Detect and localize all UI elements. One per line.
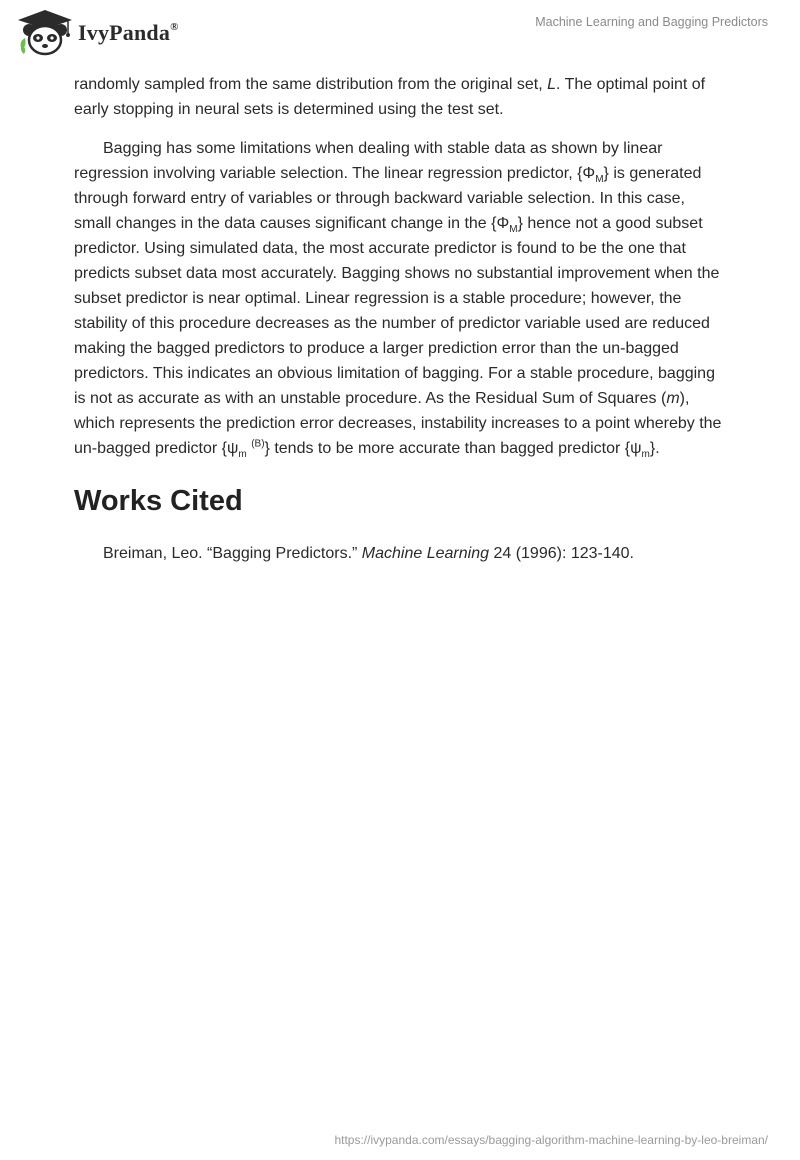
logo-wordmark: IvyPanda® [78,20,179,45]
ivypanda-logo[interactable] [16,8,216,56]
page-header [0,0,800,60]
citation-entry: Breiman, Leo. “Bagging Predictors.” Machine Learning 24 (1996): 123-140. [103,545,634,562]
essay-content [74,72,726,566]
source-url[interactable]: https://ivypanda.com/essays/bagging-algorithm-machine-learning-by-leo-breiman/ [334,1133,768,1147]
panda-graduate-icon [16,8,74,56]
paragraph: randomly sampled from the same distribution from the original set, L. The optimal point of early stopping in neural sets is determined using the test set. [74,76,706,118]
works-cited-heading: Works Cited [74,485,243,517]
paragraph: Bagging has some limitations when dealing with stable data as shown by linear regression involving variable selection. The linear regression predictor, $\{\Phi_M\}$ is generated through forward entry of variables or through backward variable selection. In this case, small changes in the data causes significant change in the $\{\Phi_M\}$ hence not a good subset predictor. Using simulated data, the most accurate predictor is found to be the one that predicts subset data most accurately. Bagging shows no substantial improvement when the subset predictor is near optimal. Linear regression is a stable procedure; however, the stability of this procedure decreases as the number of predictor variable used are reduced making the bagged predictors to produce a larger prediction error than the un-bagged predictors. This indicates an obvious limitation of bagging. For a stable procedure, bagging is not as accurate as with an unstable procedure. As the Residual Sum of Squares (m), which represents the prediction error decreases, instability increases to a point whereby the un-bagged predictor {$\psi_m$ $^{(B)}$} tends to be more accurate than bagged predictor $\{\psi_m\}$. [74,140,722,461]
running-title: Machine Learning and Bagging Predictors [535,15,768,29]
